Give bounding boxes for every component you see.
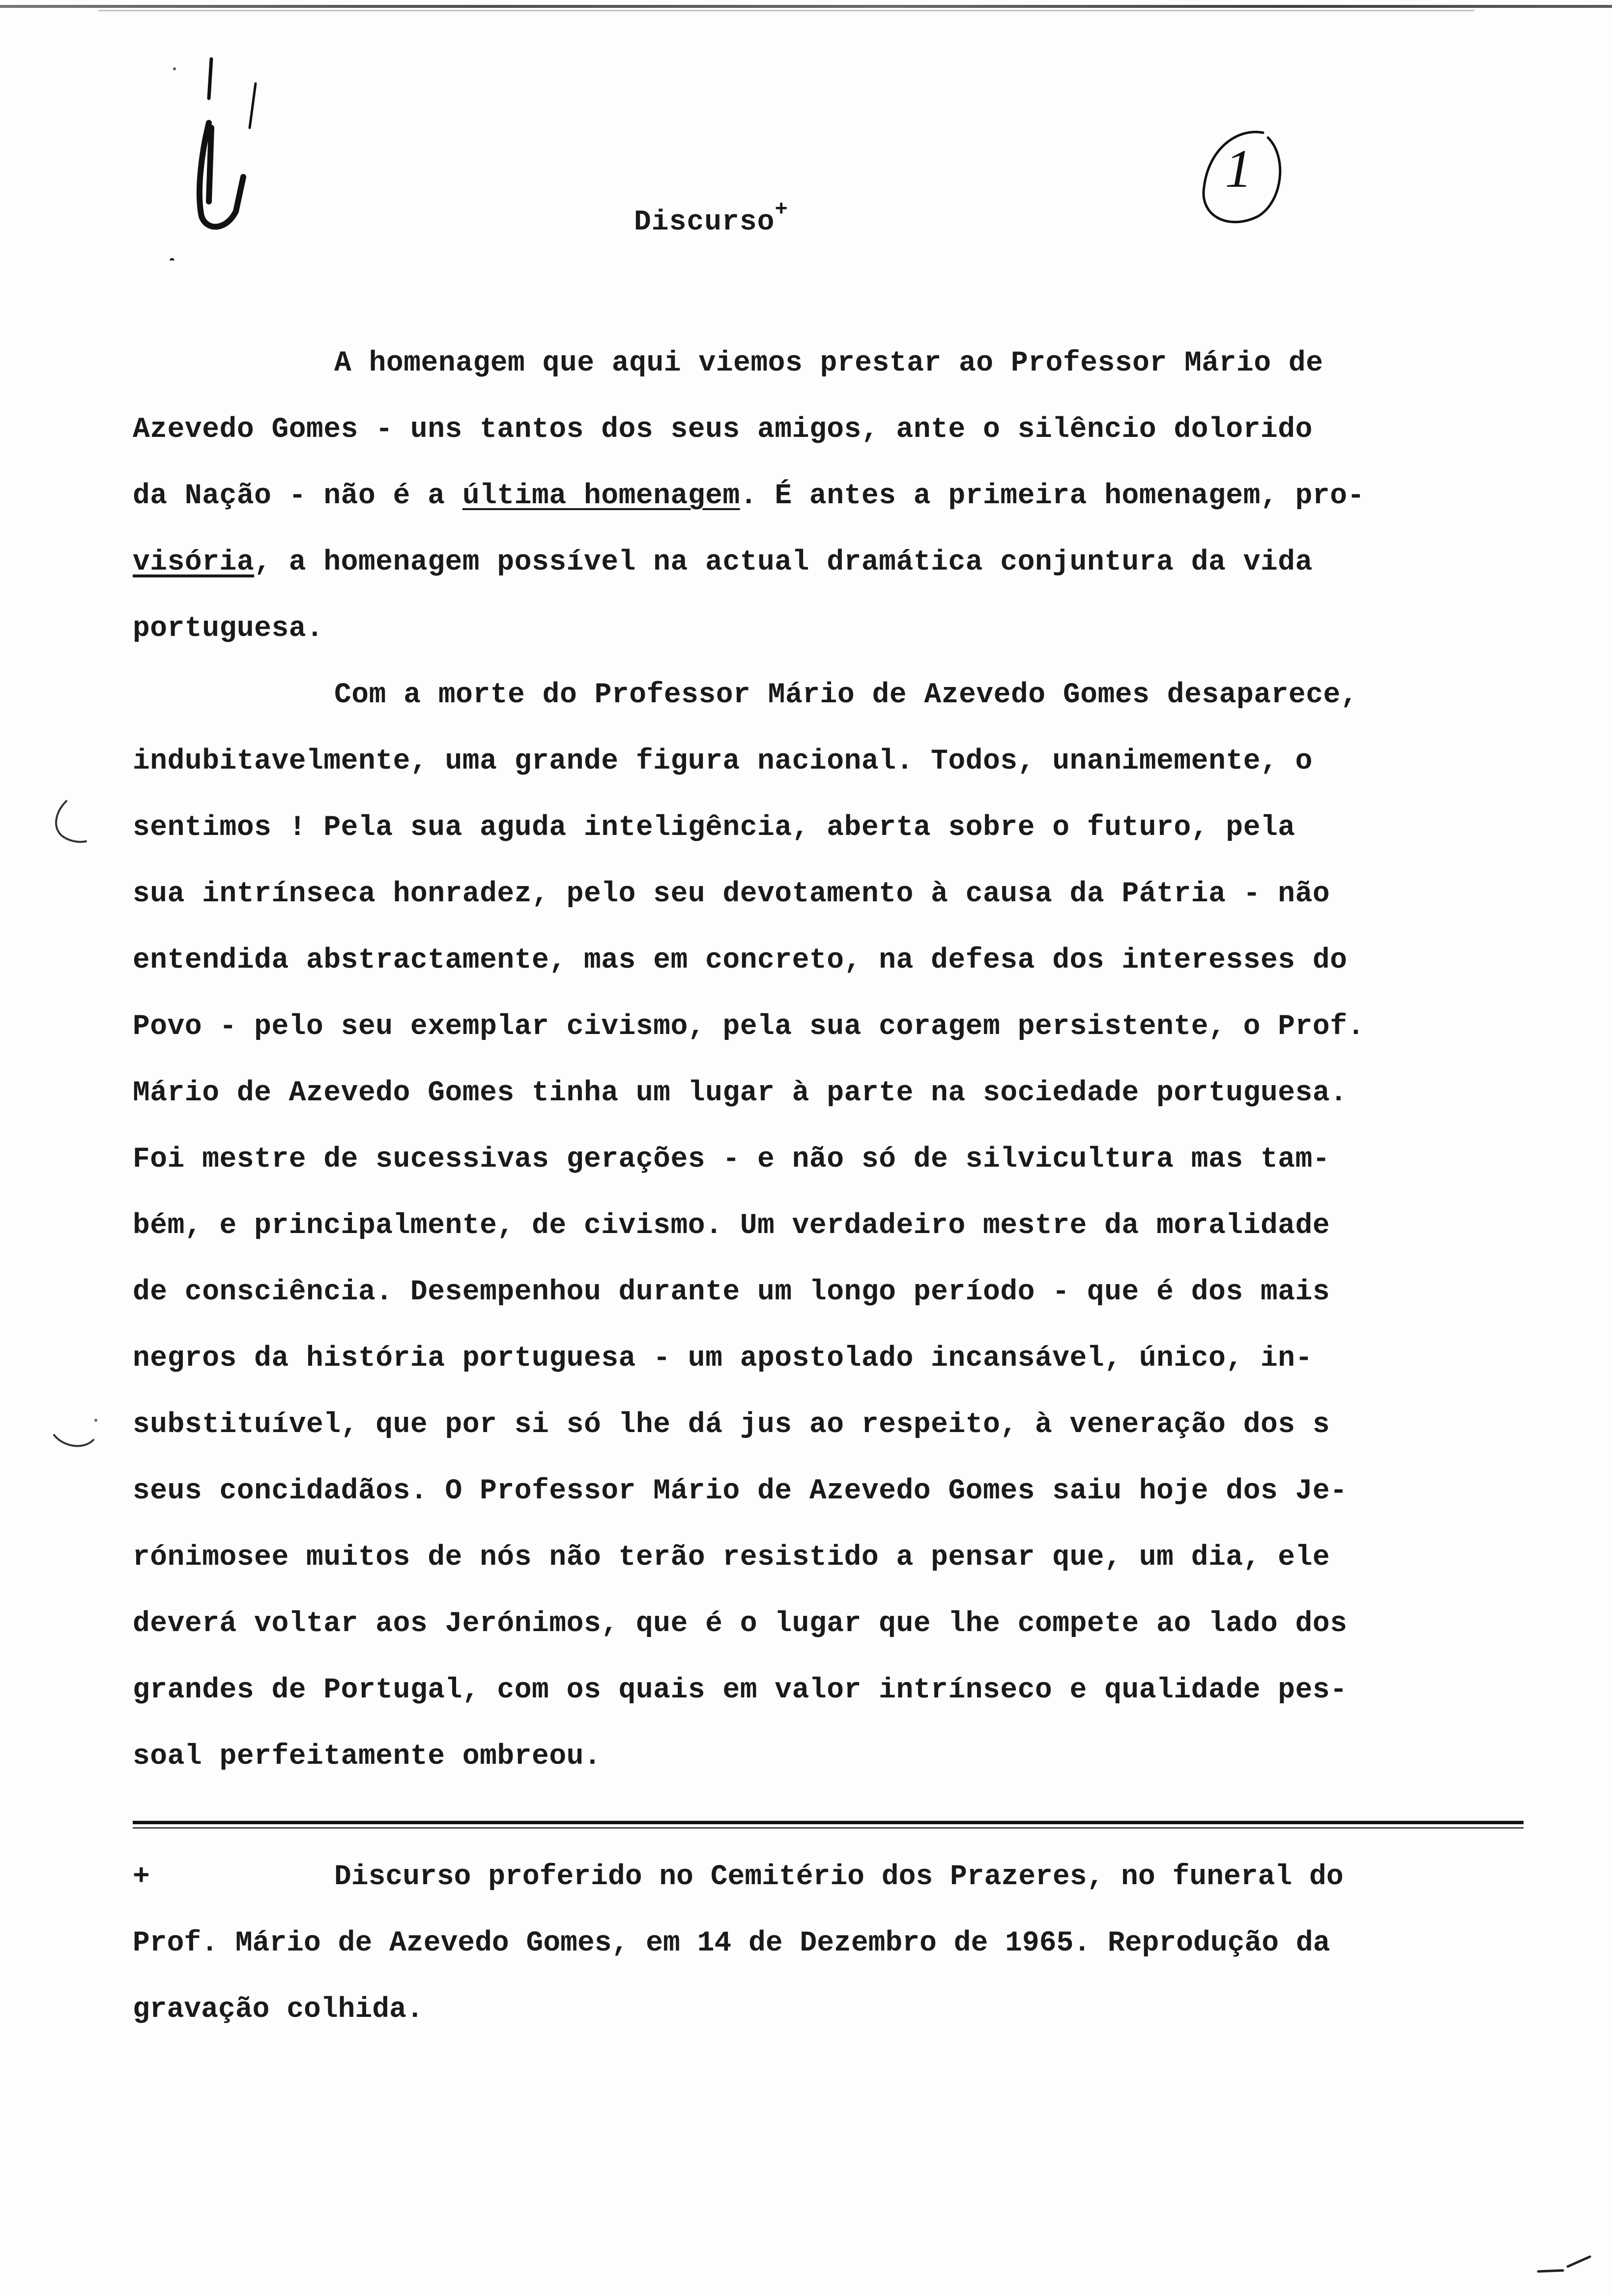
footnote: [133, 1844, 1568, 2043]
body-line: Foi mestre de sucessivas gerações - e não só de silvicultura mas tam-: [133, 1144, 1330, 1176]
body-line: rónimosee muitos de nós não terão resistido a pensar que, um dia, ele: [133, 1542, 1330, 1574]
body-line: Com a morte do Professor Mário de Azevedo Gomes desaparece,: [334, 679, 1358, 711]
page-number-text: 1: [1225, 139, 1252, 199]
body-line: deverá voltar aos Jerónimos, que é o lugar que lhe compete ao lado dos: [133, 1608, 1348, 1640]
body-line: A homenagem que aqui viemos prestar ao Professor Mário de: [334, 347, 1324, 379]
body-text: [133, 330, 1568, 1790]
body-line-rest: , a homenagem possível na actual dramática conjuntura da vida: [254, 546, 1313, 578]
footnote-line: [133, 1844, 1568, 1910]
body-line: sua intrínseca honradez, pelo seu devotamento à causa da Pátria - não: [133, 878, 1330, 910]
footnote-marker: +: [133, 1861, 150, 1893]
body-line: [133, 529, 1568, 596]
title-text: Discurso: [634, 206, 775, 238]
footnote-line: Prof. Mário de Azevedo Gomes, em 14 de Dezembro de 1965. Reprodução da: [133, 1927, 1330, 1959]
scan-edge-line-secondary: [98, 10, 1474, 11]
circled-page-number: [1189, 118, 1288, 236]
body-line: seus concidadãos. O Professor Mário de Azevedo Gomes saiu hoje dos Je-: [133, 1475, 1348, 1507]
body-line: portuguesa.: [133, 613, 324, 645]
body-line: grandes de Portugal, com os quais em valor intrínseco e qualidade pes-: [133, 1674, 1348, 1706]
scan-edge-line: [0, 5, 1612, 8]
body-line: [133, 463, 1568, 529]
title-footnote-marker: +: [775, 198, 788, 222]
body-line-rest: . É antes a primeira homenagem, pro-: [740, 480, 1365, 512]
footnote-divider-secondary: [133, 1827, 1524, 1829]
body-line-start: da Nação - não é a: [133, 480, 462, 512]
footnote-line: gravação colhida.: [133, 1994, 424, 2026]
body-line: substituível, que por si só lhe dá jus ao respeito, à veneração dos s: [133, 1409, 1330, 1441]
body-line: de consciência. Desempenhou durante um longo período - que é dos mais: [133, 1276, 1330, 1308]
body-line: indubitavelmente, uma grande figura nacional. Todos, unanimemente, o: [133, 746, 1313, 777]
body-line: bém, e principalmente, de civismo. Um verdadeiro mestre da moralidade: [133, 1210, 1330, 1242]
corner-scan-mark: [1533, 2252, 1592, 2281]
body-line: soal perfeitamente ombreou.: [133, 1741, 602, 1773]
footnote-text: Discurso proferido no Cemitério dos Prazeres, no funeral do: [334, 1861, 1344, 1893]
body-line: entendida abstractamente, mas em concreto, na defesa dos interesses do: [133, 945, 1348, 976]
document-title: [634, 198, 788, 238]
body-line: sentimos ! Pela sua aguda inteligência, aberta sobre o futuro, pela: [133, 812, 1295, 844]
underlined-phrase: última homenagem: [462, 480, 740, 512]
handwritten-mark: [162, 54, 280, 260]
margin-mark: [47, 796, 91, 850]
body-line: Mário de Azevedo Gomes tinha um lugar à parte na sociedade portuguesa.: [133, 1077, 1348, 1109]
body-line: negros da história portuguesa - um apostolado incansável, único, in-: [133, 1343, 1313, 1375]
underlined-word: visória: [133, 546, 255, 578]
body-line: Povo - pelo seu exemplar civismo, pela sua coragem persistente, o Prof.: [133, 1011, 1365, 1043]
body-line: Azevedo Gomes - uns tantos dos seus amigos, ante o silêncio dolorido: [133, 414, 1313, 446]
margin-mark: [49, 1415, 98, 1460]
footnote-divider: [133, 1821, 1524, 1824]
